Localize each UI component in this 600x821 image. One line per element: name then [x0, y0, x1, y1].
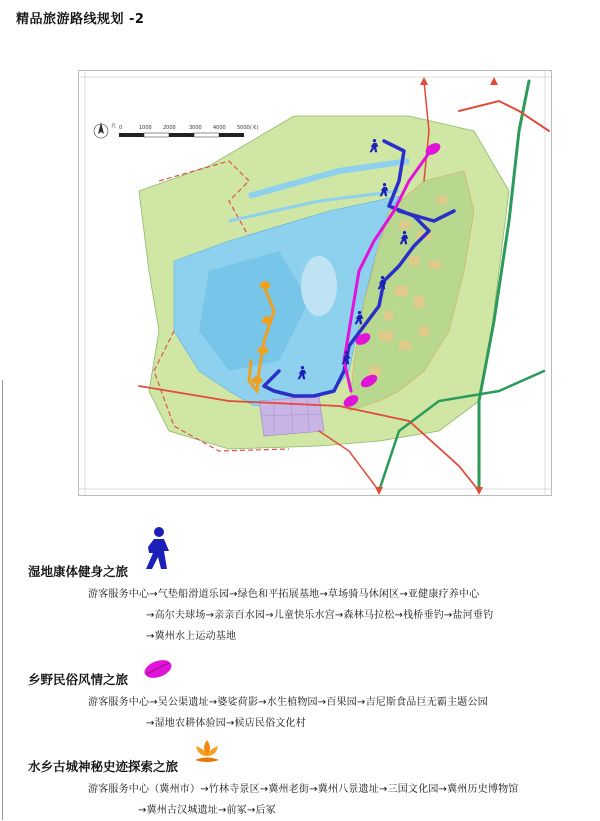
- map-canvas: [79, 71, 551, 495]
- route-1-line-2: →高尔夫球场→亲亲百水园→儿童快乐水宫→森林马拉松→栈桥垂钓→盐河垂钓: [146, 610, 494, 621]
- route-2-title: 乡野民俗风情之旅: [28, 672, 129, 687]
- route-map: [78, 70, 552, 496]
- scale-tick-2: 2000: [163, 125, 176, 131]
- scale-tick-4: 4000: [213, 125, 226, 131]
- lake-island: [301, 256, 337, 316]
- north-arrow-icon: [94, 122, 116, 138]
- left-edge-line: [2, 380, 3, 820]
- scale-bar: [119, 124, 259, 137]
- page-title: 精品旅游路线规划 -2: [16, 12, 145, 27]
- route-2-line-2: →湿地农耕体验园→候店民俗文化村: [146, 718, 306, 729]
- north-label: 北: [111, 123, 117, 129]
- route-2-line-1: 游客服务中心→吴公渠遗址→婆娑荷影→水生植物园→百果园→吉尼斯食品巨无霸主题公园: [88, 697, 488, 708]
- orange-lotus-icon: [192, 738, 222, 766]
- scale-tick-5: 5000(米): [237, 125, 259, 131]
- route-1-title: 湿地康体健身之旅: [28, 564, 129, 579]
- route-1-line-3: →冀州水上运动基地: [146, 631, 237, 642]
- scale-tick-0: 0: [119, 125, 123, 131]
- magenta-leaf-icon: [142, 658, 174, 680]
- scale-tick-1: 1000: [139, 125, 152, 131]
- red-road-1: [459, 101, 549, 131]
- walking-person-icon: [142, 527, 174, 571]
- route-3-line-1: 游客服务中心（冀州市）→竹林寺景区→冀州老街→冀州八景遗址→三国文化园→冀州历史博物馆: [88, 784, 519, 795]
- scale-tick-3: 3000: [189, 125, 202, 131]
- route-3-title: 水乡古城神秘史迹探索之旅: [28, 759, 179, 774]
- route-3-line-2: →冀州古汉城遗址→前冢→后冢: [138, 805, 276, 816]
- route-1-line-1: 游客服务中心→气垫船滑道乐园→绿色和平拓展基地→草场骑马休闲区→亚健康疗养中心: [88, 589, 480, 600]
